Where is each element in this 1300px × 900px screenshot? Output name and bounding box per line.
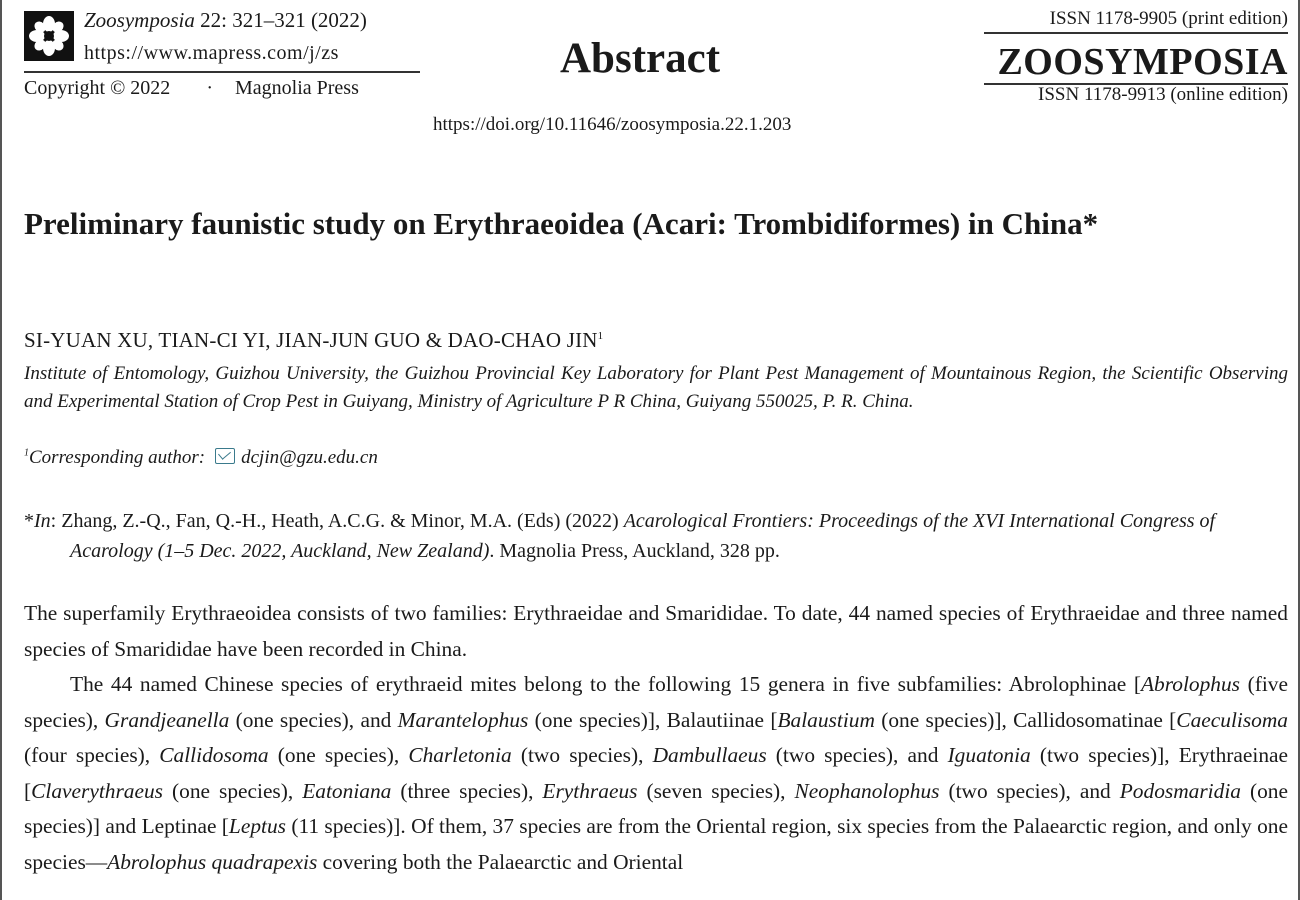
text-run: (11 species)]. Of them, 37 species are from the Oriental region, six species from the Palaearctic region, and only one species— <box>24 814 1288 874</box>
author-affiliation-marker: 1 <box>597 330 604 342</box>
genus-name: Grandjeanella <box>104 707 230 732</box>
journal-url-link[interactable]: https://www.mapress.com/j/zs <box>84 42 339 64</box>
note-editors: : Zhang, Z.-Q., Fan, Q.-H., Heath, A.C.G. & Minor, M.A. (Eds) (2022) <box>50 510 624 532</box>
issn-online: ISSN 1178-9913 (online edition) <box>1038 84 1288 105</box>
genus-name: Marantelophus <box>397 707 529 732</box>
email-icon[interactable] <box>215 448 235 464</box>
corresponding-author <box>24 447 378 469</box>
corresponding-label: Corresponding author: <box>29 447 206 468</box>
header-rule-left <box>24 71 420 73</box>
genus-name: Callidosoma <box>159 743 269 767</box>
text-run: covering both the Palaearctic and Oriental <box>317 849 684 874</box>
text-run: (five species), <box>24 672 1288 732</box>
text-run: (four species), <box>24 743 160 767</box>
journal-name: Zoosymposia <box>84 8 195 32</box>
section-title: Abstract <box>560 35 721 82</box>
text-run: (seven species), <box>637 778 795 803</box>
text-run: (one species), <box>163 778 303 803</box>
proceedings-note <box>24 506 1288 566</box>
publisher-name: Magnolia Press <box>234 77 359 99</box>
genus-name: Dambullaeus <box>652 743 767 767</box>
publisher-flower-logo-icon <box>24 11 74 61</box>
author-affiliation: Institute of Entomology, Guizhou University, the Guizhou Provincial Key Laboratory for Plant Pest Management of Mountainous Region, the Scientific Observing and Experimental Station of Crop Pest in Guiyang, Ministry of Agriculture P R China, Guiyang 550025, P. R. China. <box>24 363 1288 412</box>
note-in-label: In <box>34 510 51 532</box>
genus-name: Eatoniana <box>302 778 392 803</box>
genus-name: Iguatonia <box>947 743 1031 767</box>
abstract-body <box>24 596 1288 880</box>
note-book-title: Acarological Frontiers: Proceedings of the XVI International Congress of Acarology (1–5 Dec. 2022, Auckland, New Zealand) <box>70 510 1216 562</box>
doi-link[interactable]: https://doi.org/10.11646/zoosymposia.22.1.203 <box>433 114 792 135</box>
genus-name: Abrolophus <box>1140 672 1240 696</box>
text-run: (one species), <box>268 743 409 767</box>
corresponding-email-link[interactable]: dcjin@gzu.edu.cn <box>241 447 378 468</box>
text-run: The 44 named Chinese species of erythraeid mites belong to the following 15 genera in five subfamilies: Abrolophinae [ <box>70 672 1141 696</box>
journal-brand: ZOOSYMPOSIA <box>997 41 1288 83</box>
text-run: (two species)], Erythraeinae [ <box>24 743 1288 803</box>
paragraph-2 <box>24 667 1288 880</box>
page-border-left <box>0 0 2 900</box>
journal-citation <box>84 8 367 33</box>
journal-volume-pages: 22: 321–321 (2022) <box>194 8 367 32</box>
corresponding-marker: 1 <box>24 447 29 459</box>
note-publisher-info: . Magnolia Press, Auckland, 328 pp. <box>489 540 780 562</box>
text-run: (two species), and <box>939 778 1120 803</box>
copyright-line <box>24 77 359 100</box>
genus-name: Claverythraeus <box>31 778 164 803</box>
text-run: (two species), and <box>766 743 948 767</box>
genus-name: Neophanolophus <box>794 778 940 803</box>
text-run: (one species)], Balautiinae [ <box>528 707 778 732</box>
species-name: Abrolophus quadrapexis <box>107 849 318 874</box>
text-run: (two species), <box>511 743 653 767</box>
text-run: (one species)], Callidosomatinae [ <box>874 707 1177 732</box>
note-asterisk: * <box>24 510 34 532</box>
text-run: (one species)] and Leptinae [ <box>24 778 1288 838</box>
genus-name: Podosmaridia <box>1119 778 1241 803</box>
authors-text: SI-YUAN XU, TIAN-CI YI, JIAN-JUN GUO & DAO-CHAO JIN <box>24 328 598 352</box>
paper-title: Preliminary faunistic study on Erythraeoidea (Acari: Trombidiformes) in China* <box>24 206 1099 241</box>
genus-name: Charletonia <box>408 743 512 767</box>
genus-name: Caeculisoma <box>1176 707 1288 732</box>
text-run: (three species), <box>391 778 543 803</box>
genus-name: Erythraeus <box>542 778 638 803</box>
genus-name: Leptus <box>228 814 286 838</box>
copyright-text: Copyright © 2022 <box>24 77 171 99</box>
issn-print: ISSN 1178-9905 (print edition) <box>1049 8 1288 29</box>
separator-dot: · <box>206 77 213 99</box>
text-run: (one species), and <box>229 707 398 732</box>
paragraph-1: The superfamily Erythraeoidea consists of two families: Erythraeidae and Smarididae. To date, 44 named species of Erythraeidae and three named species of Smarididae have been recorded in China. <box>24 601 1288 661</box>
genus-name: Balaustium <box>777 707 875 732</box>
header-rule-right-top <box>984 32 1288 34</box>
author-list <box>24 328 603 353</box>
